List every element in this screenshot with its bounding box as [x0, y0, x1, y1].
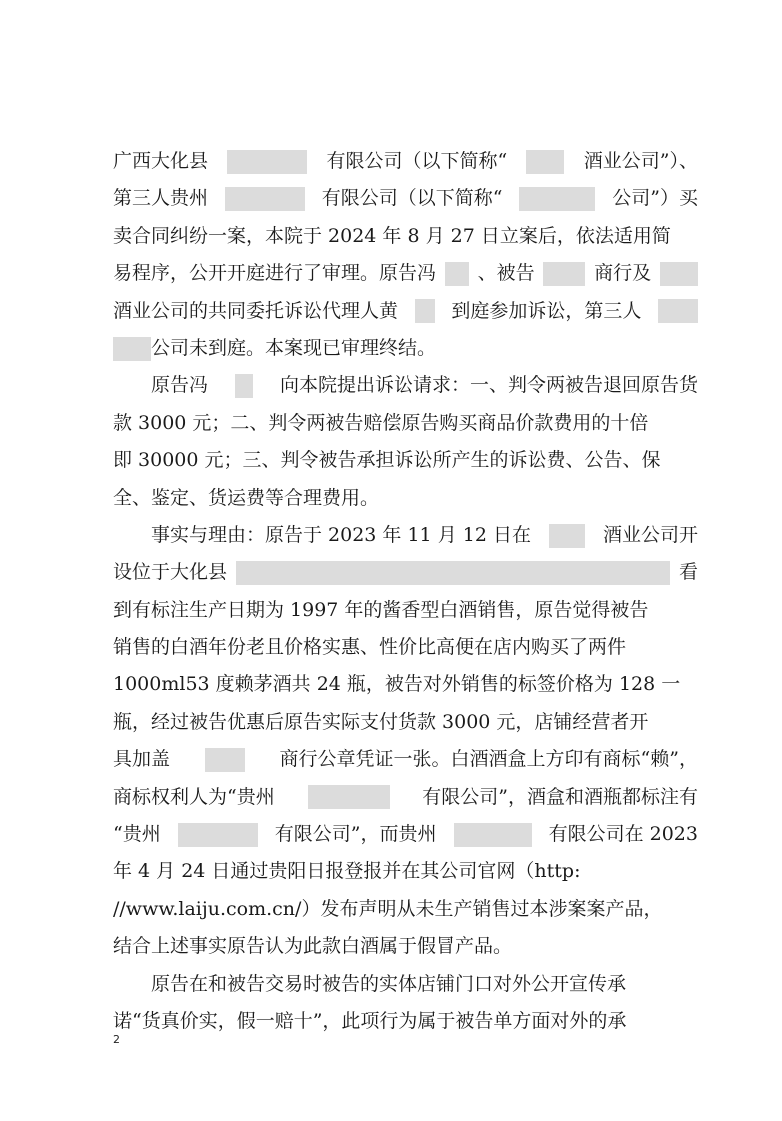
text-segment: 具加盖 [113, 748, 171, 771]
text-line [113, 666, 698, 703]
redaction-block [519, 187, 595, 211]
text-segment: 酒业公司”）、 [583, 150, 698, 172]
redaction-block [660, 262, 698, 286]
redaction-block [543, 262, 585, 286]
text-segment: “贵州 [113, 823, 161, 846]
text-line [113, 405, 698, 442]
text-line [113, 367, 698, 404]
text-line [113, 629, 698, 666]
text-line [113, 293, 698, 330]
text-line [113, 1003, 698, 1040]
text-segment: 看 [678, 561, 698, 584]
text-segment: 有限公司（以下简称“ [326, 150, 508, 172]
text-segment: 易程序，公开开庭进行了审理。原告冯 [113, 262, 437, 285]
text-segment: 事实与理由：原告于 2023 年 11 月 12 日在 [151, 523, 531, 546]
redaction-block [415, 299, 435, 323]
text-segment: 有限公司”，酒盒和酒瓶都标注有 [422, 785, 698, 808]
redaction-block [235, 374, 253, 398]
redaction-block [658, 299, 698, 323]
redaction-block [205, 748, 245, 772]
text-line [113, 704, 698, 741]
text-line [113, 480, 698, 517]
redaction-block [178, 823, 258, 847]
text-segment: 诺“货真价实，假一赔十”，此项行为属于被告单方面对外的承 [113, 1009, 627, 1032]
text-segment: 年 4 月 24 日通过贵阳日报登报并在其公司官网（http: [113, 860, 581, 883]
text-segment: 全、鉴定、货运费等合理费用。 [113, 486, 380, 509]
text-line [113, 180, 698, 217]
text-segment: 1000ml53 度赖茅酒共 24 瓶，被告对外销售的标签价格为 128 一 [113, 673, 681, 696]
redaction-block [549, 524, 585, 548]
text-segment: 酒业公司开 [602, 523, 698, 546]
text-line [113, 442, 698, 479]
redaction-block [225, 187, 305, 211]
redaction-block [308, 785, 390, 809]
text-segment: 瓶，经过被告优惠后原告实际支付货款 3000 元，店铺经营者开 [113, 710, 649, 733]
text-line [113, 517, 698, 554]
text-segment: 结合上述事实原告认为此款白酒属于假冒产品。 [113, 935, 513, 958]
redaction-block [227, 150, 307, 174]
redaction-block [113, 337, 151, 361]
text-line [113, 966, 698, 1003]
page-number: 2 [113, 1033, 120, 1046]
text-line [113, 143, 698, 180]
text-line [113, 218, 698, 255]
text-line [113, 741, 698, 778]
text-segment: //www.laiju.com.cn/）发布声明从未生产销售过本涉案案产品， [113, 897, 663, 920]
redaction-block [236, 561, 670, 585]
text-line [113, 779, 698, 816]
text-line [113, 554, 698, 591]
text-segment: 酒业公司的共同委托诉讼代理人黄 [113, 299, 399, 322]
redaction-block [526, 150, 564, 174]
text-segment: 有限公司在 2023 [548, 823, 698, 846]
text-segment: 向本院提出诉讼请求：一、判令两被告退回原告货 [279, 374, 698, 397]
text-segment: 公司”）买 [612, 187, 698, 210]
text-line [113, 592, 698, 629]
text-segment: 公司未到庭。本案现已审理终结。 [151, 336, 437, 359]
text-line [113, 891, 698, 928]
redaction-block [454, 823, 532, 847]
document-body [113, 143, 698, 1040]
text-segment: 款 3000 元；二、判令两被告赔偿原告购买商品价款费用的十倍 [113, 411, 649, 434]
text-segment: 即 30000 元；三、判令被告承担诉讼所产生的诉讼费、公告、保 [113, 449, 661, 472]
text-line [113, 255, 698, 292]
text-segment: 有限公司（以下简称“ [321, 187, 503, 210]
text-segment: 销售的白酒年份老且价格实惠、性价比高便在店内购买了两件 [113, 636, 627, 659]
text-segment: 原告在和被告交易时被告的实体店铺门口对外公开宣传承 [151, 972, 627, 995]
text-line [113, 928, 698, 965]
text-segment: 原告冯 [151, 374, 209, 397]
text-segment: 到有标注生产日期为 1997 年的酱香型白酒销售，原告觉得被告 [113, 598, 649, 621]
text-segment: 商行及 [594, 262, 652, 285]
text-segment: 卖合同纠纷一案，本院于 2024 年 8 月 27 日立案后，依法适用简 [113, 224, 671, 247]
text-segment: 广西大化县 [113, 150, 209, 172]
text-line [113, 853, 698, 890]
text-line [113, 816, 698, 853]
text-segment: 设位于大化县 [113, 561, 228, 584]
text-line [113, 330, 698, 367]
text-segment: 商标权利人为“贵州 [113, 785, 275, 808]
text-segment: 商行公章凭证一张。白酒酒盒上方印有商标“赖”， [279, 748, 698, 771]
text-segment: 、被告 [477, 262, 535, 285]
text-segment: 第三人贵州 [113, 187, 209, 210]
text-segment: 有限公司”，而贵州 [274, 823, 437, 846]
redaction-block [445, 262, 469, 286]
text-segment: 到庭参加诉讼，第三人 [451, 299, 642, 322]
